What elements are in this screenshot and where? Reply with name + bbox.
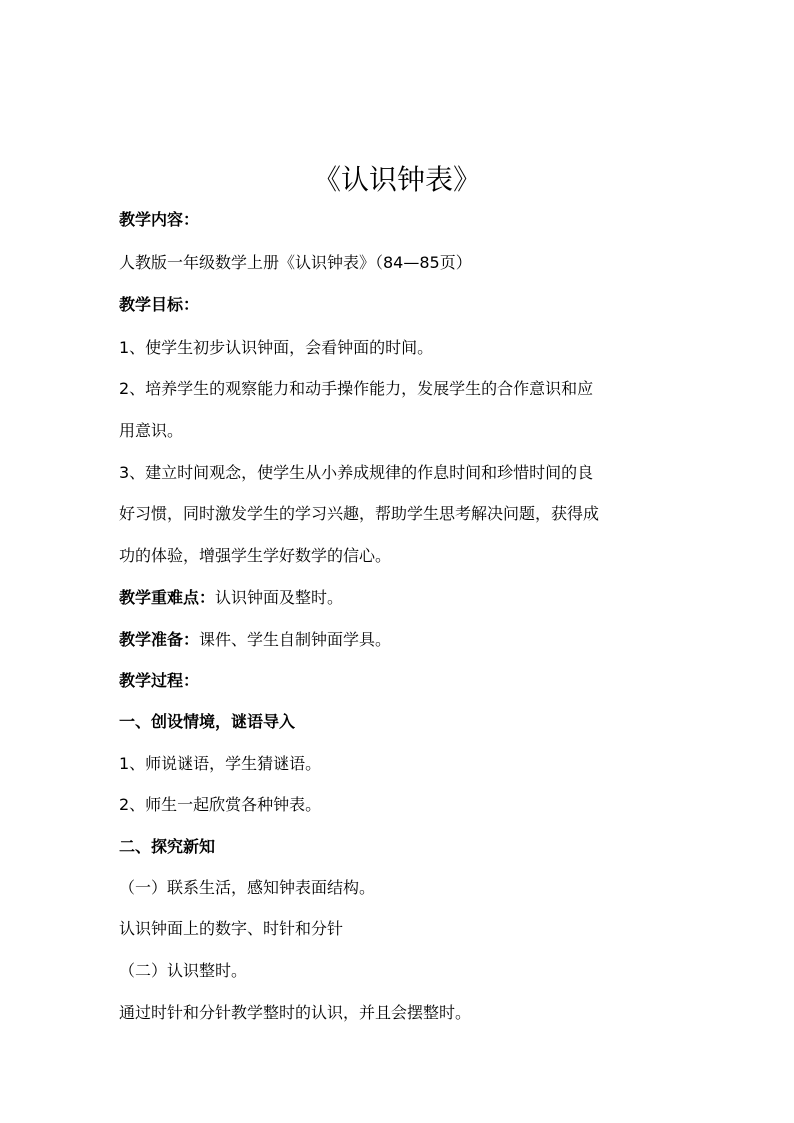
goal-3-line-2: 好习惯，同时激发学生的学习兴趣，帮助学生思考解决问题，获得成	[119, 504, 600, 523]
key-points	[119, 587, 343, 609]
section-2-sub-2: （二）认识整时。	[119, 961, 248, 980]
section-1-heading: 一、创设情境，谜语导入	[119, 712, 296, 731]
section-1-item-2: 2、师生一起欣赏各种钟表。	[119, 795, 322, 814]
goal-2-line-2: 用意识。	[119, 421, 184, 440]
section-1-item-1: 1、师说谜语，学生猜谜语。	[119, 754, 322, 773]
goals-heading: 教学目标：	[119, 295, 200, 314]
section-2-sub-1: （一）联系生活，感知钟表面结构。	[119, 878, 376, 897]
preparation-label: 教学准备：	[119, 630, 200, 649]
key-points-text: 认识钟面及整时。	[215, 588, 344, 607]
document-title: 《认识钟表》	[312, 163, 481, 196]
section-2-sub-1-text: 认识钟面上的数字、时针和分针	[119, 919, 344, 938]
goal-1: 1、使学生初步认识钟面，会看钟面的时间。	[119, 338, 434, 357]
key-points-label: 教学重难点：	[119, 588, 216, 607]
preparation	[119, 629, 391, 651]
goal-2-line-1: 2、培养学生的观察能力和动手操作能力，发展学生的合作意识和应	[119, 379, 594, 398]
preparation-text: 课件、学生自制钟面学具。	[199, 630, 392, 649]
content-text: 人教版一年级数学上册《认识钟表》（84—85页）	[119, 253, 472, 272]
section-2-heading: 二、探究新知	[119, 837, 216, 856]
goal-3-line-3: 功的体验，增强学生学好数学的信心。	[119, 546, 392, 565]
content-heading: 教学内容：	[119, 210, 200, 229]
goal-3-line-1: 3、建立时间观念，使学生从小养成规律的作息时间和珍惜时间的良	[119, 463, 594, 482]
process-heading: 教学过程：	[119, 671, 200, 690]
section-2-sub-2-text: 通过时针和分针教学整时的认识，并且会摆整时。	[119, 1003, 472, 1022]
